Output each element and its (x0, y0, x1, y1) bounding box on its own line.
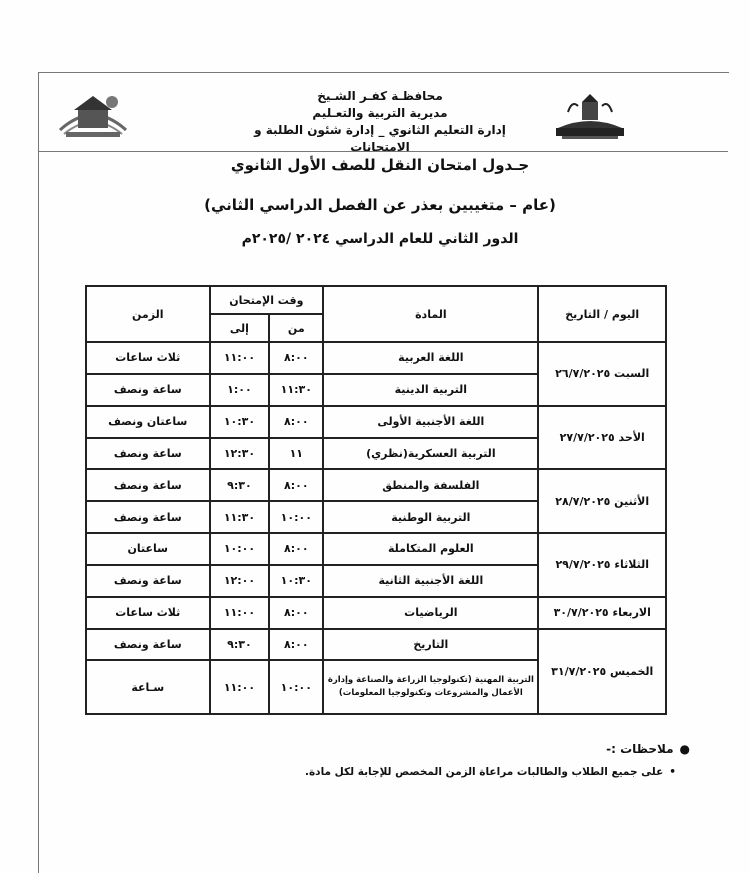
duration-cell: ساعة ونصف (86, 438, 210, 470)
table-row (86, 597, 666, 629)
day-date-cell: الأحد ٢٧/٧/٢٠٢٥ (538, 406, 666, 470)
schedule-subtitle: (عام – متغيبين بعذر عن الفصل الدراسي الثاني) (204, 196, 556, 214)
directorate-name: مديرية التربية والتعـليم (312, 106, 448, 120)
duration-cell: ساعة ونصف (86, 501, 210, 533)
duration-cell: ساعتان ونصف (86, 406, 210, 438)
to-cell: ١٠:٠٠ (210, 533, 270, 565)
from-cell: ٨:٠٠ (269, 342, 323, 374)
day-date-cell: الخميس ٣١/٧/٢٠٢٥ (538, 629, 666, 714)
to-cell: ٩:٣٠ (210, 629, 270, 661)
subject-cell: التربية المهنية (تكنولوجيا الزراعة والصناعة وإدارة الأعمال والمشروعات وتكنولوجيا المعلومات) (323, 660, 538, 714)
subject-cell: التربية العسكرية(نظري) (323, 438, 538, 470)
duration-cell: ثلاث ساعات (86, 597, 210, 629)
subject-cell: التربية الوطنية (323, 501, 538, 533)
governorate-name: محافظـة كفـر الشـيخ (317, 89, 443, 103)
duration-cell: ساعتان (86, 533, 210, 565)
day-date-cell: الثلاثاء ٢٩/٧/٢٠٢٥ (538, 533, 666, 597)
header-to: إلى (210, 314, 270, 342)
header-from: من (269, 314, 323, 342)
subject-cell: الفلسفة والمنطق (323, 469, 538, 501)
bullet-icon: • (669, 766, 676, 778)
exam-schedule-table (85, 285, 667, 715)
to-cell: ١١:٣٠ (210, 501, 270, 533)
to-cell: ١:٠٠ (210, 374, 270, 406)
header-day-date: اليوم / التاريخ (538, 286, 666, 342)
duration-cell: ثلاث ساعات (86, 342, 210, 374)
from-cell: ٨:٠٠ (269, 469, 323, 501)
table-row (86, 533, 666, 565)
duration-cell: ساعة ونصف (86, 469, 210, 501)
header-subject: المادة (323, 286, 538, 342)
from-cell: ١٠:٠٠ (269, 501, 323, 533)
table-row (86, 469, 666, 501)
day-date-cell: السبت ٢٦/٧/٢٠٢٥ (538, 342, 666, 406)
notes-heading (250, 742, 690, 756)
from-cell: ١١:٣٠ (269, 374, 323, 406)
subject-cell: التاريخ (323, 629, 538, 661)
to-cell: ١١:٠٠ (210, 342, 270, 374)
notes-section (250, 742, 690, 778)
subject-cell: اللغة العربية (323, 342, 538, 374)
table-row (86, 406, 666, 438)
from-cell: ٨:٠٠ (269, 597, 323, 629)
header-duration: الزمن (86, 286, 210, 342)
subject-cell: اللغة الأجنبية الثانية (323, 565, 538, 597)
note-item-text: على جميع الطلاب والطالبات مراعاة الزمن المخصص للإجابة لكل مادة. (305, 766, 664, 778)
note-item (250, 766, 676, 778)
bullet-icon: ● (679, 742, 690, 756)
subject-cell: الرياضيات (323, 597, 538, 629)
from-cell: ٨:٠٠ (269, 533, 323, 565)
to-cell: ١٢:٠٠ (210, 565, 270, 597)
subject-cell: التربية الدينية (323, 374, 538, 406)
subject-cell: العلوم المتكاملة (323, 533, 538, 565)
to-cell: ١١:٠٠ (210, 597, 270, 629)
from-cell: ١٠:٠٠ (269, 660, 323, 714)
from-cell: ٨:٠٠ (269, 406, 323, 438)
subject-cell: اللغة الأجنبية الأولى (323, 406, 538, 438)
duration-cell: ساعة ونصف (86, 629, 210, 661)
from-cell: ٨:٠٠ (269, 629, 323, 661)
header-exam-time: وقت الإمتحان (210, 286, 324, 314)
to-cell: ١٠:٣٠ (210, 406, 270, 438)
schedule-title: جـدول امتحان النقل للصف الأول الثانوي (230, 156, 530, 174)
duration-cell: سـاعة (86, 660, 210, 714)
day-date-cell: الأثنين ٢٨/٧/٢٠٢٥ (538, 469, 666, 533)
ministry-emblem-logo (50, 86, 136, 142)
to-cell: ٩:٣٠ (210, 469, 270, 501)
department-name: إدارة التعليم الثانوي _ إدارة شئون الطلبة و الامتحانات (254, 123, 506, 154)
schedule-session: الدور الثاني للعام الدراسي ٢٠٢٤ /٢٠٢٥م (241, 231, 519, 247)
from-cell: ١١ (269, 438, 323, 470)
notes-heading-text: ملاحظات :- (606, 742, 674, 756)
table-row (86, 342, 666, 374)
duration-cell: ساعة ونصف (86, 565, 210, 597)
from-cell: ١٠:٣٠ (269, 565, 323, 597)
governorate-emblem-logo (552, 92, 628, 142)
header-block (240, 88, 520, 156)
day-date-cell: الاربعاء ٣٠/٧/٢٠٢٥ (538, 597, 666, 629)
to-cell: ١٢:٣٠ (210, 438, 270, 470)
table-row (86, 629, 666, 661)
duration-cell: ساعة ونصف (86, 374, 210, 406)
to-cell: ١١:٠٠ (210, 660, 270, 714)
